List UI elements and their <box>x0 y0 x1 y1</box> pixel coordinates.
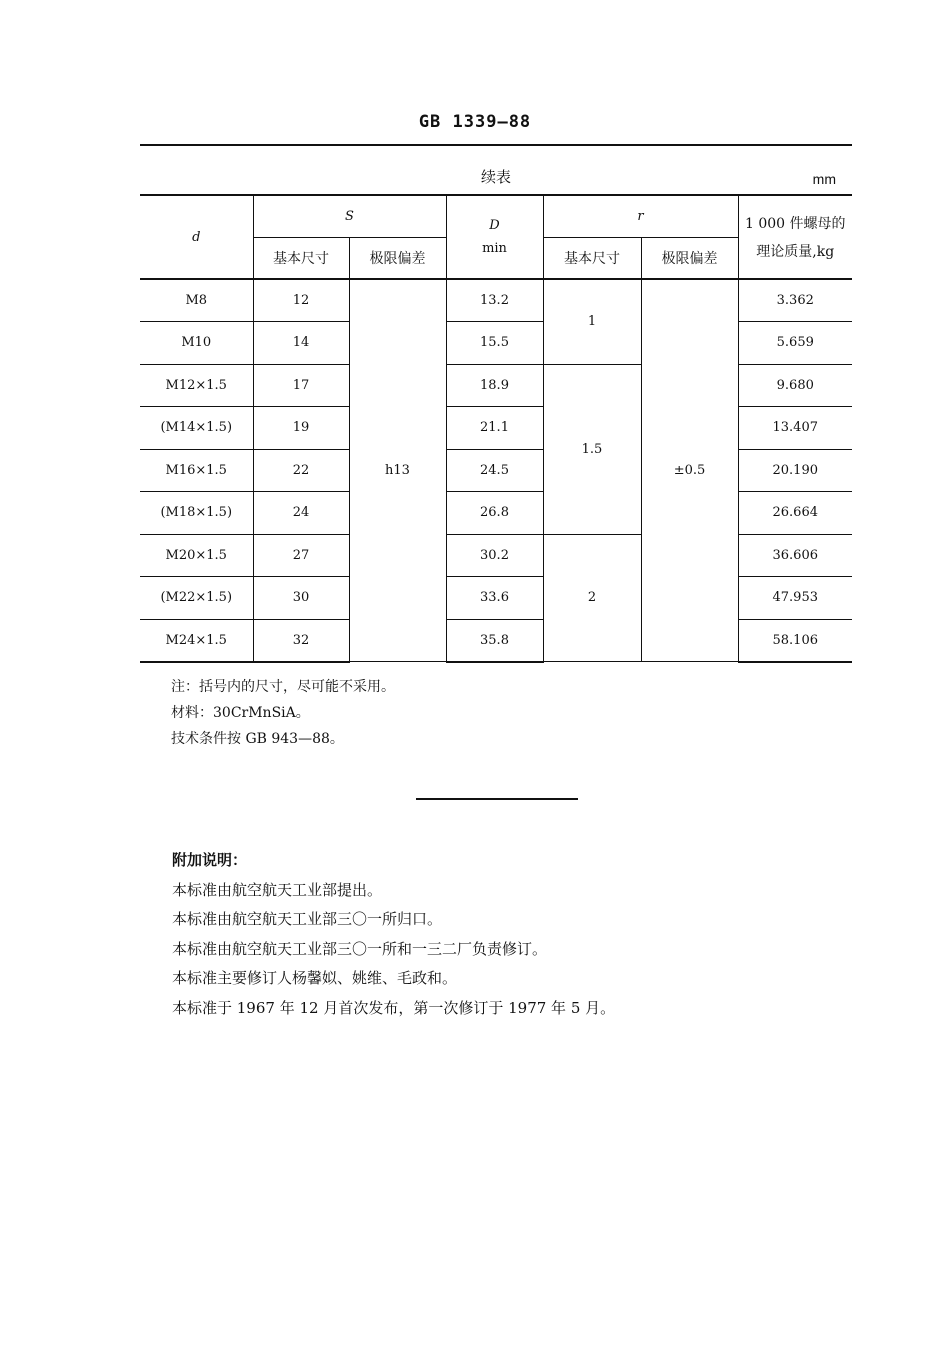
cell-r-basic: 1.5 <box>543 364 641 534</box>
table-row <box>140 619 852 662</box>
cell-r-basic: 1 <box>543 279 641 364</box>
cell-s: 27 <box>253 534 349 577</box>
table-row <box>140 534 852 577</box>
additional-line: 本标准主要修订人杨馨姒、姚维、毛政和。 <box>172 969 458 987</box>
note-line: 注：括号内的尺寸，尽可能不采用。 <box>171 679 395 695</box>
cell-D: 15.5 <box>446 322 543 365</box>
header-D <box>446 195 543 279</box>
cell-D: 21.1 <box>446 407 543 450</box>
cell-D: 33.6 <box>446 577 543 620</box>
header-mass-line2: 理论质量,kg <box>756 244 835 260</box>
cell-s: 24 <box>253 492 349 535</box>
note-line: 技术条件按 GB 943—88。 <box>171 731 344 747</box>
end-rule <box>416 798 578 800</box>
additional-line: 本标准由航空航天工业部三〇一所归口。 <box>172 910 443 928</box>
table-row <box>140 577 852 620</box>
table-row <box>140 364 852 407</box>
table-row <box>140 492 852 535</box>
cell-D: 13.2 <box>446 279 543 322</box>
table-row <box>140 279 852 322</box>
cell-D: 30.2 <box>446 534 543 577</box>
cell-mass: 58.106 <box>738 619 852 662</box>
cell-s: 14 <box>253 322 349 365</box>
note-line: 材料：30CrMnSiA。 <box>171 705 310 721</box>
cell-mass: 47.953 <box>738 577 852 620</box>
header-d: d <box>140 195 253 279</box>
header-r: r <box>543 195 738 237</box>
additional-title: 附加说明： <box>172 851 248 869</box>
cell-D: 18.9 <box>446 364 543 407</box>
additional-line: 本标准由航空航天工业部三〇一所和一三二厂负责修订。 <box>172 939 548 958</box>
cell-s: 19 <box>253 407 349 450</box>
table-row <box>140 407 852 450</box>
cell-d: (M14×1.5) <box>140 407 253 450</box>
cell-d: M12×1.5 <box>140 364 253 407</box>
cell-mass: 36.606 <box>738 534 852 577</box>
cell-d: (M22×1.5) <box>140 577 253 620</box>
cell-mass: 26.664 <box>738 492 852 535</box>
cell-s: 32 <box>253 619 349 662</box>
header-rule <box>140 144 852 146</box>
standard-number: GB 1339—88 <box>418 112 532 132</box>
cell-mass: 3.362 <box>738 279 852 322</box>
unit-label: mm <box>812 171 836 187</box>
header-s-tol: 极限偏差 <box>349 237 446 279</box>
header-mass <box>738 195 852 279</box>
table-caption: 续表 <box>480 168 511 186</box>
cell-r-basic: 2 <box>543 534 641 662</box>
cell-d: M8 <box>140 279 253 322</box>
cell-d: M16×1.5 <box>140 449 253 492</box>
additional-line: 本标准于 1967 年 12 月首次发布，第一次修订于 1977 年 5 月。 <box>172 998 616 1017</box>
header-mass-line1: 1 000 件螺母的 <box>744 216 846 232</box>
additional-line: 本标准由航空航天工业部提出。 <box>172 880 383 899</box>
table-row <box>140 449 852 492</box>
cell-d: (M18×1.5) <box>140 492 253 535</box>
dimension-table <box>140 194 852 663</box>
cell-mass: 5.659 <box>738 322 852 365</box>
cell-d: M20×1.5 <box>140 534 253 577</box>
header-s: S <box>253 195 446 237</box>
table-row <box>140 322 852 365</box>
header-s-basic: 基本尺寸 <box>253 237 349 279</box>
cell-s-tol: h13 <box>349 279 446 662</box>
additional-notes <box>172 846 615 1023</box>
cell-s: 22 <box>253 449 349 492</box>
header-r-tol: 极限偏差 <box>641 237 738 279</box>
cell-mass: 13.407 <box>738 407 852 450</box>
cell-D: 35.8 <box>446 619 543 662</box>
cell-D: 26.8 <box>446 492 543 535</box>
header-D-symbol: D <box>489 218 500 233</box>
cell-r-tol: ±0.5 <box>641 279 738 662</box>
cell-s: 17 <box>253 364 349 407</box>
header-D-min: min <box>482 241 507 256</box>
cell-mass: 9.680 <box>738 364 852 407</box>
cell-mass: 20.190 <box>738 449 852 492</box>
cell-D: 24.5 <box>446 449 543 492</box>
table-notes <box>171 674 395 752</box>
header-r-basic: 基本尺寸 <box>543 237 641 279</box>
cell-s: 12 <box>253 279 349 322</box>
cell-d: M10 <box>140 322 253 365</box>
cell-d: M24×1.5 <box>140 619 253 662</box>
cell-s: 30 <box>253 577 349 620</box>
